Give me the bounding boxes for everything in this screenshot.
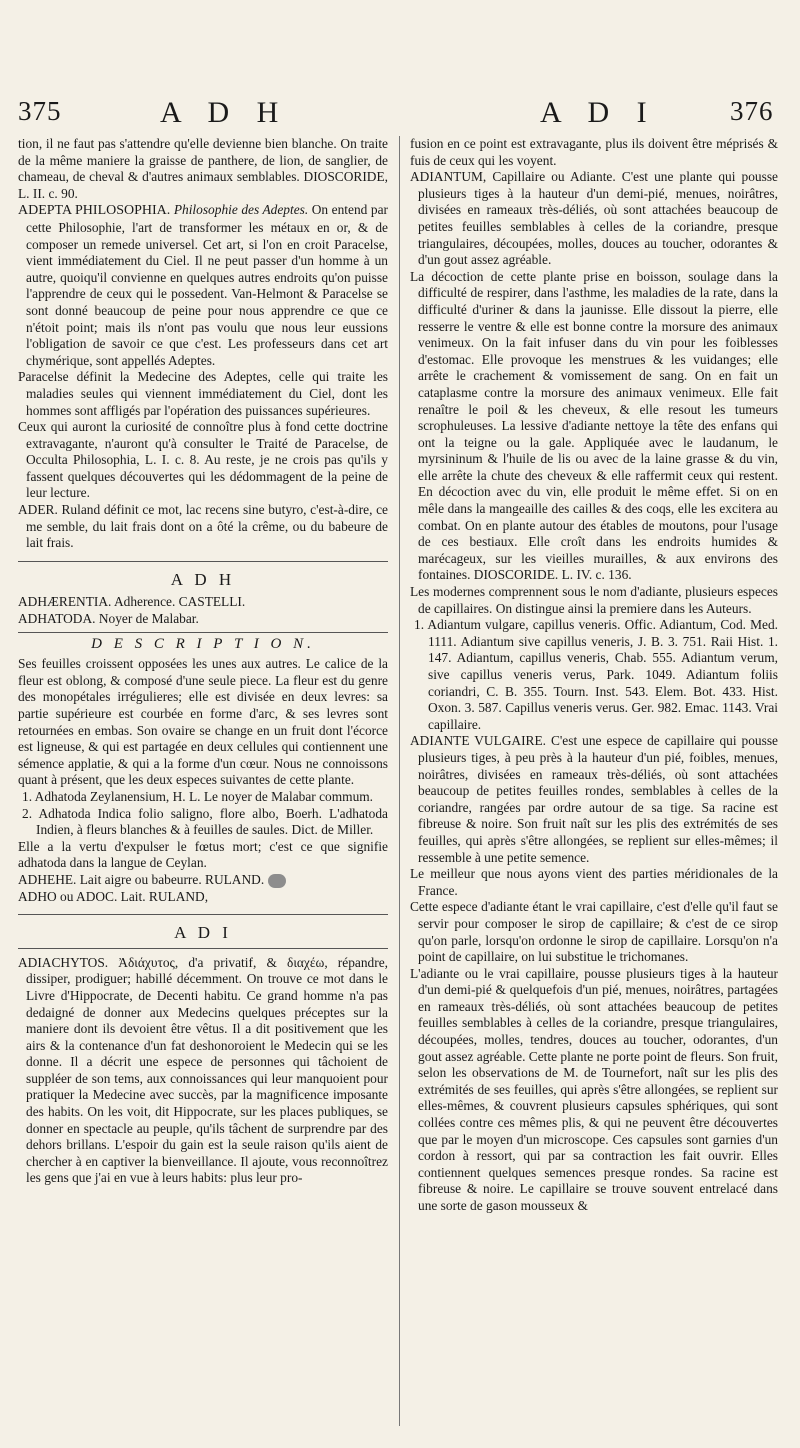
headword: ADEPTA PHILOSOPHIA. [18,203,171,219]
entry-text: On entend par cette Philosophie, l'art de transformer les métaux en or, & de composer un remede universel. Cet art, si l'on en croit Paracelse, vient immédiatement du Ciel. Il ne peut passer d'un homme à un autre, quoiqu'il convienne en quelques autres endroits qu'on puisse l'apprendre de ceux qui le possedent. Van-Helmont & Paracelse se sont donné beaucoup de peine pour nous apprendre ce que ce n'étoit point; mais ils n'ont pas voulu que nous leur eussions l'obligation de savoir ce que c'est. Les professeurs dans cet art chymérique, sont appellés Adeptes. [26,202,388,368]
running-head-right: A D I [540,96,657,129]
species-item: 1. Adiantum vulgare, capillus veneris. Offic. Adiantum, Cod. Med. 1111. Adiantum sive capillus veneris, J. B. 3. 751. Raii Hist. 1. 147. Adiantum, capillus veneris, Chab. 555. Adiantum verum, sive capillus veneris verus, Park. 1049. Adiantum foliis coriandri, C. B. 355. Tourn. Inst. 543. Elem. Bot. 433. Hist. Oxon. 3. 587. Capillus veneris verus. Ger. 982. Emac. 1143. Vrai capillaire. [414,617,778,732]
page-number-right: 376 [730,96,774,126]
paragraph: Cette espece d'adiante étant le vrai capillaire, c'est d'elle qu'il faut se servir pour composer le sirop de capillaire; & c'est de ce sirop qu'on parle, lorsqu'on ordonne le sirop de capillaire. Lorsqu'on n'a point de capillaire, on lui substitue le trichomanes. [410,899,778,965]
paragraph: Elle a la vertu d'expulser le fœtus mort; c'est ce que signifie adhatoda dans la langue de Ceylan. [18,838,388,871]
entry-ader: ADER. Ruland définit ce mot, lac recens sine butyro, c'est-à-dire, ce me semble, du lait frais dont on a ôté la crême, ou du babeure de lait frais. [18,502,388,551]
entry-adepta [18,202,388,369]
paragraph: Le meilleur que nous ayons vient des parties méridionales de la France. [410,866,778,898]
section-heading-adi: A D I [174,923,232,943]
entry-text: ADHEHE. Lait aigre ou babeurre. RULAND. [18,871,265,887]
species-item: 2. Adhatoda Indica folio saligno, flore albo, Boerh. L'adhatoda Indien, à fleurs blanches & à feuilles de saules. Dict. de Miller. [22,805,388,838]
paragraph: Ses feuilles croissent opposées les unes aux autres. Le calice de la fleur est oblong, & composé d'une seule piece. La fleur est du genre des monopétales irrégulieres; elle est divisée en deux levres: sa partie supérieure est courbée en forme d'arc, & ses levres sont retournées en embas. Son ovaire se change en un fruit dont l'écorce est ligneuse, & qui est partagée en deux cellules qui contiennent une sémence applatie, & qui a la forme d'un cœur. Nous ne connoissons quant à présent, que les deux especes suivantes de cette plante. [18,656,388,788]
description-heading: D E S C R I P T I O N. [18,632,388,653]
paragraph: La décoction de cette plante prise en boisson, soulage dans la difficulté de respirer, dans l'asthme, les maladies de la rate, dans la difficulté d'uriner & dans la jaunisse. Elle dissout la pierre, elle resserre le ventre & elle est bonne contre la morsure des animaux venimeux. On la fait infuser dans du vin pour les foiblesses d'estomac. Elle provoque les menstrues & les vuidanges; elle arrête le crachement & vomissement de sang. On en fait un cataplasme contre la morsure des animaux venimeux. Elle fait renaître le poil & les cheveux, & elle resout les tumeurs scrophuleuses. La lessive d'adiante nettoye la tête des enfans qui ont la teigne ou la gale. Appliquée avec le laudanum, le myrsininum & l'huile de lis ou avec de la laine grasse & du vin, elle arrête la chute des cheveux & elle raffermit ceux qui restent. En décoction avec du vin, elle produit le même effet. Si on en mêle dans la mangeaille des cailles & des coqs, elle les excitera au combat. On en plante autour des étables de moutons, pour l'usage de ces bestiaux. Elle croît dans les endroits humides & marécageux, sur les vieilles murailles, & aux environs des fontaines. DIOSCORIDE. L. IV. c. 136. [410,268,778,583]
divider [18,914,388,915]
paragraph: fusion en ce point est extravagante, plus ils doivent être méprisés & fuis de ceux qui les voyent. [410,136,778,168]
entry-adhaerentia: ADHÆRENTIA. Adherence. CASTELLI. [18,594,246,610]
entry-adhatoda: ADHATODA. Noyer de Malabar. [18,611,199,627]
paragraph: tion, il ne faut pas s'attendre qu'elle devienne bien blanche. On traite de la même maniere la graisse de panthere, de lion, de sanglier, de chameau, de cheval & d'autres animaux semblables. DIOSCORIDE, L. II. c. 90. [18,136,388,201]
entry-adiante-vulgaire: ADIANTE VULGAIRE. C'est une espece de capillaire qui pousse plusieurs tiges, à peu près à la hauteur d'un pié, foibles, menues, noirâtres, divisées en rameaux très-déliés, où sont attachées beaucoup de petites feuilles rondes, semblables à celles de la coriandre, rangées par ordre autour de sa tige. Sa racine est fibreuse & noire. Son fruit naît sur les plis des extrémités de ses feuilles, qui après s'être allongées, se replient sur elles-mêmes; il ressemble à une petite semence. [410,733,778,865]
entry-adiachytos: ADIACHYTOS. Ἀδιάχυτος, d'a privatif, & διαχέω, répandre, dissiper, prodiguer; habillé décemment. On trouve ce mot dans le Livre d'Hippocrate, de Decenti habitu. Ce grand homme n'a pas dedaigné de donner aux Medecins quelques préceptes sur la maniere dont ils devoient être vêtus. Il a dit positivement que les airs & la contenance d'un fat deshonoroient le Medecin qui se les donne. Il a décrit une espece de personnes qui tâchoient de suppléer de son tems, aux connoissances qui leur manquoient pour pratiquer la Medecine avec succès, par la magnificence imposante des habits. On les voit, dit Hippocrate, sur les places publiques, se donner en spectacle au peuple, qu'ils tâchent de surprendre par des dehors brillans. L'espoir du gain est la seule raison qu'ils aient de chercher à en captiver la bienveillance. Il ajoute, vous reconnoîtrez les gens que j'ai en vue à leurs habits: plus leur pro- [18,954,388,1186]
left-column [18,136,388,1187]
right-column [410,136,778,1215]
paragraph: Ceux qui auront la curiosité de connoître plus à fond cette doctrine extravagante, n'auront qu'à consulter le Traité de Paracelse, de Occulta Philosophia, L. I. c. 8. Au reste, je ne crois pas qu'ils y fassent quelques découvertes qui les dédommagent de la peine de leur lecture. [18,419,388,501]
section-heading-adh: A D H [170,569,236,589]
paragraph: Paracelse définit la Medecine des Adeptes, celle qui traite les maladies seules qui viennent immédiatement du Ciel, dont les hommes sont affligés par l'opération des puissances supérieures. [18,369,388,418]
page-number-left: 375 [18,96,62,126]
running-head-left: A D H [160,96,289,129]
paragraph: L'adiante ou le vrai capillaire, pousse plusieurs tiges à la hauteur d'un demi-pié & quelquefois d'un pié, menues, noirâtres, partagées en rameaux très-déliés, où sont attachées beaucoup de petites feuilles semblables à celles de la coriandre, presque triangulaires, découpées, molles, tendres, douces au toucher, odorantes, d'un gout assez agréable. Cette plante ne porte point de fleurs. Son fruit, selon les observations de M. de Tournefort, naît sur les plis des extrémités de ses feuilles, qui après s'être allongées, se replient sur elles-mêmes, & couvrent plusieurs capsules sphériques, qui sont collées contre ces mêmes plis, & qui ne peuvent être découvertes que par le moyen d'un microscope. Ces capsules sont garnies d'un cordon à ressort, qui par sa contraction les fait ouvrir. Elles contiennent quelques semences presque rondes. Sa racine est fibreuse & noire. Le capillaire se trouve souvent entrelacé dans une sorte de gason mousseux & [410,965,778,1213]
headword-translation: Philosophie des Adeptes. [173,202,309,218]
species-item: 1. Adhatoda Zeylanensium, H. L. Le noyer de Malabar commum. [22,788,374,804]
entry-adiantum: ADIANTUM, Capillaire ou Adiante. C'est une plante qui pousse plusieurs tiges à la hauteur d'un demi-pié, menues, noirâtres, divisées en rameaux très-déliés, où sont attachées beaucoup de petites feuilles semblables à celles de la coriandre, presque triangulaires, découpées, molles, douces au toucher, odorantes & d'un gout assez agréable. [410,169,778,268]
divider [18,561,388,562]
divider [18,948,388,949]
column-divider [399,136,400,1426]
ink-blot [268,874,286,888]
entry-adhehe [18,872,388,889]
paragraph: Les modernes comprennent sous le nom d'adiante, plusieurs especes de capillaires. On distingue ainsi la premiere dans les Auteurs. [410,584,778,616]
entry-adho: ADHO ou ADOC. Lait. RULAND, [18,888,209,904]
